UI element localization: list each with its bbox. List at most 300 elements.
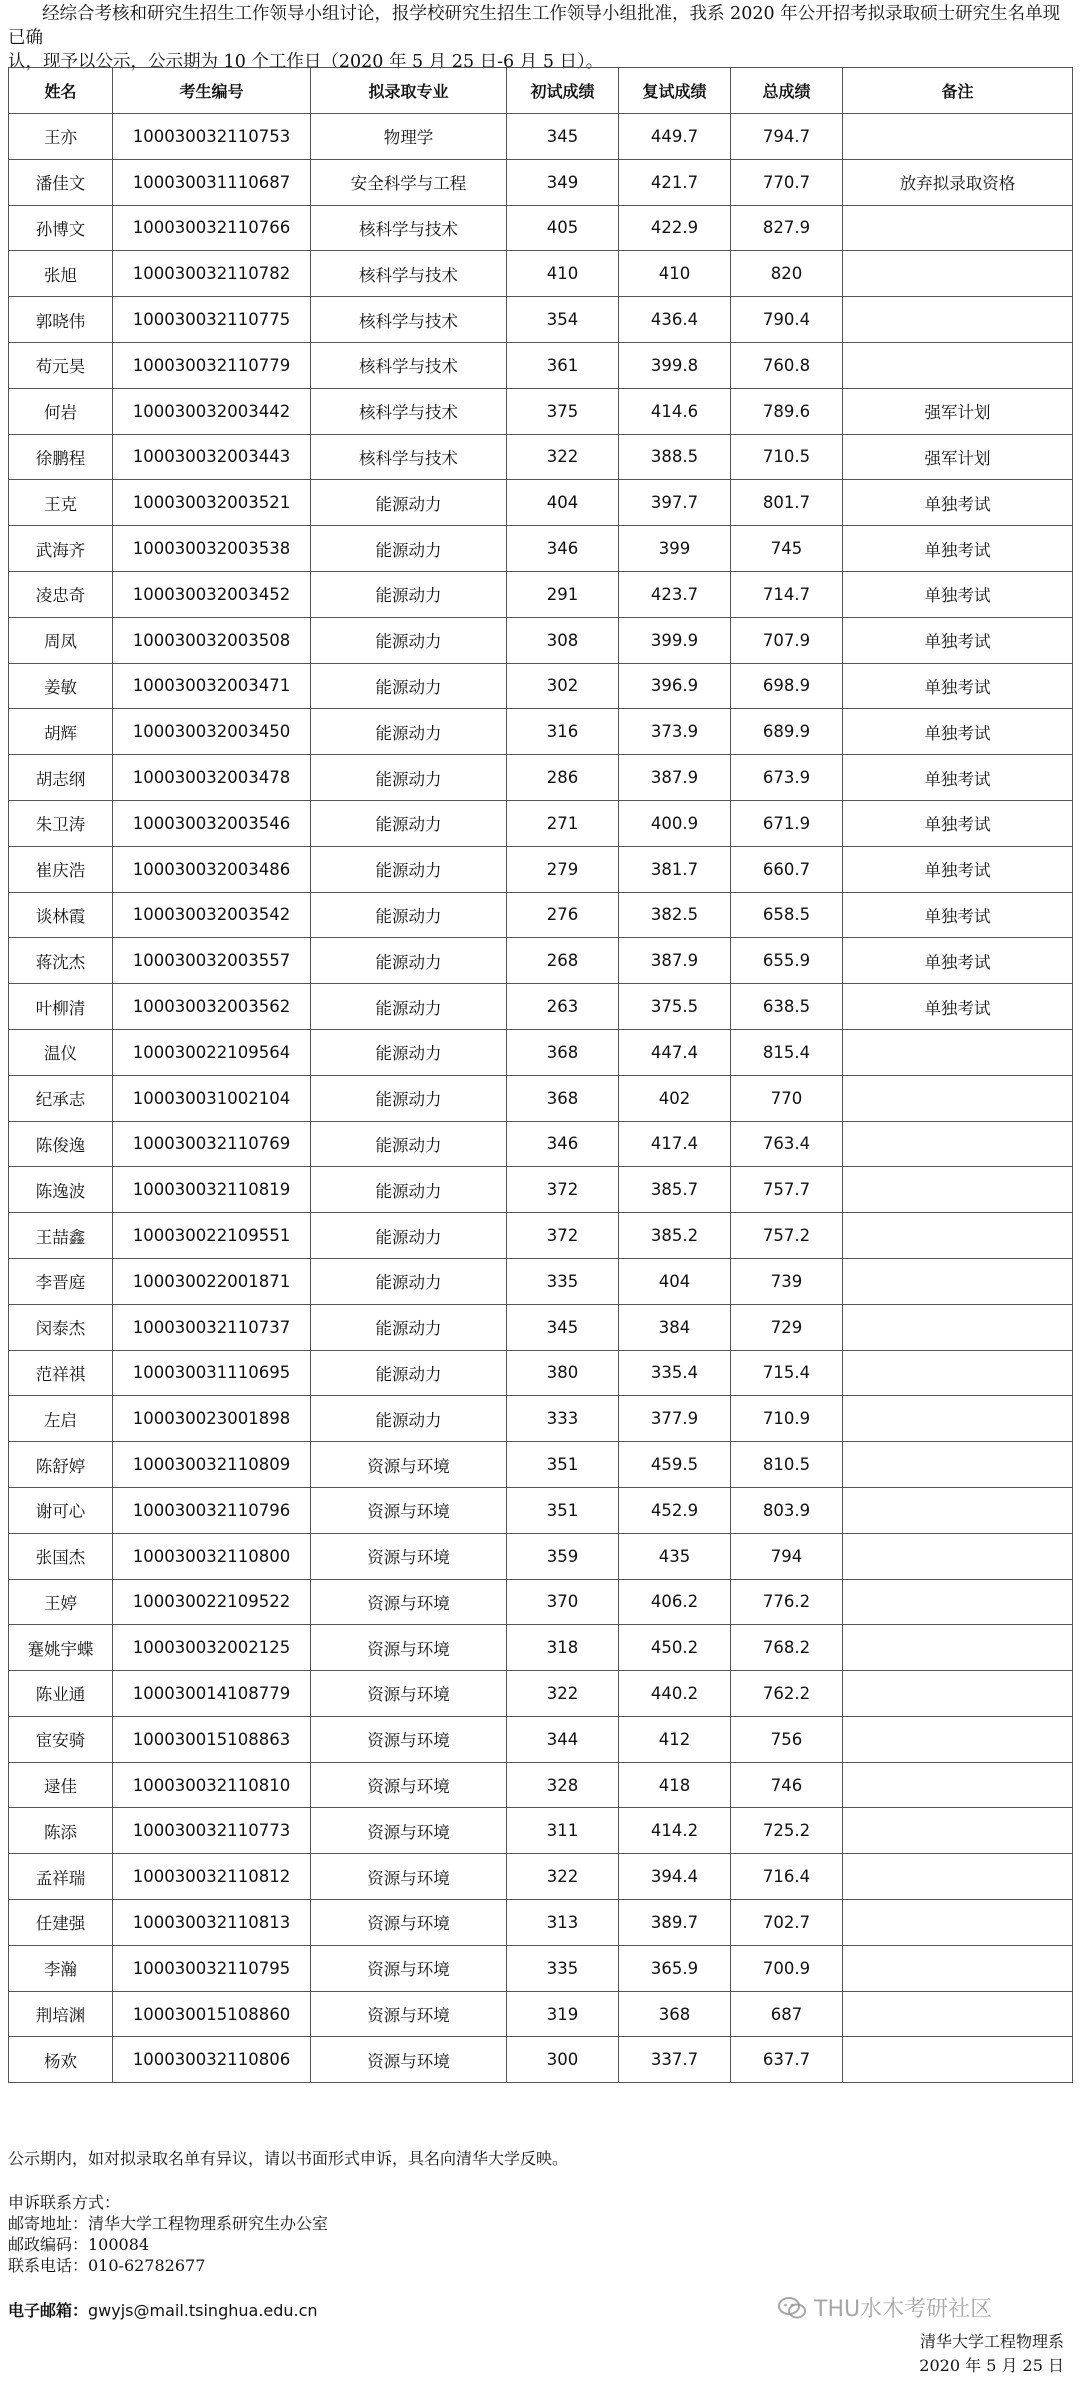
cell-candidate-id: 100030032110779 (113, 342, 311, 388)
cell-prelim-score: 322 (507, 434, 619, 480)
cell-candidate-id: 100030032110769 (113, 1121, 311, 1167)
cell-prelim-score: 349 (507, 159, 619, 205)
cell-prelim-score: 368 (507, 1029, 619, 1075)
watermark (778, 2292, 992, 2323)
cell-remarks: 单独考试 (843, 663, 1073, 709)
table-row (9, 1121, 1073, 1167)
table-row (9, 1579, 1073, 1625)
table-row (9, 1808, 1073, 1854)
cell-retest-score: 417.4 (619, 1121, 731, 1167)
cell-retest-score: 396.9 (619, 663, 731, 709)
cell-major: 能源动力 (311, 800, 507, 846)
cell-retest-score: 373.9 (619, 709, 731, 755)
cell-total-score: 715.4 (731, 1350, 843, 1396)
email-address[interactable]: gwyjs@mail.tsinghua.edu.cn (88, 2301, 318, 2320)
cell-retest-score: 414.2 (619, 1808, 731, 1854)
cell-name: 叶柳清 (9, 984, 113, 1030)
header-name: 姓名 (9, 68, 113, 114)
cell-retest-score: 399.8 (619, 342, 731, 388)
cell-prelim-score: 335 (507, 1258, 619, 1304)
cell-name: 周凤 (9, 617, 113, 663)
cell-name: 闵泰杰 (9, 1304, 113, 1350)
cell-candidate-id: 100030023001898 (113, 1396, 311, 1442)
cell-prelim-score: 380 (507, 1350, 619, 1396)
header-candidate-id: 考生编号 (113, 68, 311, 114)
table-body (9, 114, 1073, 2083)
cell-major: 能源动力 (311, 1121, 507, 1167)
cell-prelim-score: 335 (507, 1945, 619, 1991)
cell-name: 张国杰 (9, 1533, 113, 1579)
cell-name: 温仪 (9, 1029, 113, 1075)
signature-date: 2020 年 5 月 25 日 (919, 2356, 1064, 2375)
cell-total-score: 698.9 (731, 663, 843, 709)
cell-total-score: 687 (731, 1991, 843, 2037)
cell-name: 姜敏 (9, 663, 113, 709)
cell-candidate-id: 100030032003478 (113, 755, 311, 801)
cell-name: 左启 (9, 1396, 113, 1442)
table-row (9, 1900, 1073, 1946)
cell-major: 核科学与技术 (311, 205, 507, 251)
cell-major: 能源动力 (311, 892, 507, 938)
header-total-score: 总成绩 (731, 68, 843, 114)
cell-total-score: 768.2 (731, 1625, 843, 1671)
cell-name: 谈林霞 (9, 892, 113, 938)
cell-total-score: 707.9 (731, 617, 843, 663)
cell-major: 核科学与技术 (311, 388, 507, 434)
cell-remarks (843, 1854, 1073, 1900)
cell-remarks (843, 342, 1073, 388)
cell-major: 能源动力 (311, 1258, 507, 1304)
cell-major: 资源与环境 (311, 1487, 507, 1533)
cell-candidate-id: 100030032110782 (113, 251, 311, 297)
cell-total-score: 794.7 (731, 114, 843, 160)
cell-name: 王亦 (9, 114, 113, 160)
cell-name: 陈逸波 (9, 1167, 113, 1213)
cell-retest-score: 365.9 (619, 1945, 731, 1991)
cell-remarks (843, 1258, 1073, 1304)
cell-remarks (843, 1900, 1073, 1946)
cell-candidate-id: 100030032003542 (113, 892, 311, 938)
cell-prelim-score: 333 (507, 1396, 619, 1442)
cell-prelim-score: 372 (507, 1213, 619, 1259)
cell-major: 能源动力 (311, 526, 507, 572)
cell-candidate-id: 100030032003452 (113, 571, 311, 617)
cell-retest-score: 381.7 (619, 846, 731, 892)
cell-total-score: 710.5 (731, 434, 843, 480)
cell-major: 能源动力 (311, 617, 507, 663)
cell-remarks (843, 1945, 1073, 1991)
table-row (9, 342, 1073, 388)
cell-major: 资源与环境 (311, 1716, 507, 1762)
cell-prelim-score: 346 (507, 1121, 619, 1167)
cell-major: 资源与环境 (311, 1762, 507, 1808)
cell-retest-score: 382.5 (619, 892, 731, 938)
table-row (9, 434, 1073, 480)
header-remarks: 备注 (843, 68, 1073, 114)
cell-prelim-score: 279 (507, 846, 619, 892)
cell-retest-score: 410 (619, 251, 731, 297)
cell-name: 武海齐 (9, 526, 113, 572)
table-row (9, 1258, 1073, 1304)
cell-name: 逯佳 (9, 1762, 113, 1808)
cell-candidate-id: 100030022001871 (113, 1258, 311, 1304)
table-row (9, 205, 1073, 251)
contact-title: 申诉联系方式： (8, 2193, 121, 2212)
signature-org: 清华大学工程物理系 (919, 2332, 1064, 2351)
cell-total-score: 710.9 (731, 1396, 843, 1442)
cell-candidate-id: 100030032110806 (113, 2037, 311, 2083)
cell-total-score: 673.9 (731, 755, 843, 801)
cell-total-score: 716.4 (731, 1854, 843, 1900)
cell-major: 核科学与技术 (311, 297, 507, 343)
cell-major: 能源动力 (311, 1213, 507, 1259)
cell-candidate-id: 100030032110813 (113, 1900, 311, 1946)
cell-name: 纪承志 (9, 1075, 113, 1121)
cell-prelim-score: 372 (507, 1167, 619, 1213)
cell-retest-score: 399.9 (619, 617, 731, 663)
contact-block (8, 2192, 328, 2276)
cell-name: 李瀚 (9, 1945, 113, 1991)
cell-prelim-score: 354 (507, 297, 619, 343)
cell-prelim-score: 302 (507, 663, 619, 709)
cell-prelim-score: 291 (507, 571, 619, 617)
cell-retest-score: 414.6 (619, 388, 731, 434)
cell-major: 能源动力 (311, 846, 507, 892)
cell-prelim-score: 359 (507, 1533, 619, 1579)
cell-remarks (843, 1304, 1073, 1350)
cell-candidate-id: 100030032002125 (113, 1625, 311, 1671)
table-row (9, 709, 1073, 755)
cell-candidate-id: 100030032003538 (113, 526, 311, 572)
cell-major: 资源与环境 (311, 1671, 507, 1717)
cell-major: 能源动力 (311, 938, 507, 984)
table-row (9, 755, 1073, 801)
intro-line-1: 经综合考核和研究生招生工作领导小组讨论，报学校研究生招生工作领导小组批准，我系 2020 年公开招考拟录取硕士研究生名单现已确 (8, 4, 1061, 48)
table-row (9, 159, 1073, 205)
table-row (9, 663, 1073, 709)
cell-total-score: 700.9 (731, 1945, 843, 1991)
cell-name: 王克 (9, 480, 113, 526)
cell-remarks (843, 1396, 1073, 1442)
cell-candidate-id: 100030022109564 (113, 1029, 311, 1075)
cell-remarks: 放弃拟录取资格 (843, 159, 1073, 205)
cell-candidate-id: 100030032110737 (113, 1304, 311, 1350)
cell-prelim-score: 375 (507, 388, 619, 434)
cell-name: 王婷 (9, 1579, 113, 1625)
cell-candidate-id: 100030032110766 (113, 205, 311, 251)
cell-major: 能源动力 (311, 984, 507, 1030)
cell-retest-score: 436.4 (619, 297, 731, 343)
cell-retest-score: 387.9 (619, 755, 731, 801)
cell-total-score: 689.9 (731, 709, 843, 755)
cell-name: 蹇姚宇蝶 (9, 1625, 113, 1671)
cell-total-score: 714.7 (731, 571, 843, 617)
intro-text (8, 2, 1072, 74)
table-row (9, 1762, 1073, 1808)
cell-candidate-id: 100030015108863 (113, 1716, 311, 1762)
email-label: 电子邮箱： (8, 2301, 89, 2320)
cell-major: 物理学 (311, 114, 507, 160)
cell-major: 资源与环境 (311, 1900, 507, 1946)
cell-candidate-id: 100030032110810 (113, 1762, 311, 1808)
cell-prelim-score: 268 (507, 938, 619, 984)
intro-line-2: 认，现予以公示，公示期为 10 个工作日（2020 年 5 月 25 日-6 月 5 日）。 (8, 52, 604, 72)
table-row (9, 388, 1073, 434)
cell-candidate-id: 100030032110773 (113, 1808, 311, 1854)
table-row (9, 1304, 1073, 1350)
cell-prelim-score: 328 (507, 1762, 619, 1808)
cell-retest-score: 337.7 (619, 2037, 731, 2083)
cell-candidate-id: 100030032003443 (113, 434, 311, 480)
cell-candidate-id: 100030032003486 (113, 846, 311, 892)
cell-retest-score: 406.2 (619, 1579, 731, 1625)
cell-remarks (843, 1487, 1073, 1533)
cell-prelim-score: 313 (507, 1900, 619, 1946)
cell-total-score: 763.4 (731, 1121, 843, 1167)
cell-prelim-score: 318 (507, 1625, 619, 1671)
cell-major: 能源动力 (311, 1350, 507, 1396)
cell-major: 能源动力 (311, 1029, 507, 1075)
cell-remarks (843, 205, 1073, 251)
cell-total-score: 770 (731, 1075, 843, 1121)
cell-candidate-id: 100030032110812 (113, 1854, 311, 1900)
cell-candidate-id: 100030032003562 (113, 984, 311, 1030)
cell-total-score: 756 (731, 1716, 843, 1762)
table-header-row (9, 68, 1073, 114)
table-row (9, 526, 1073, 572)
cell-remarks: 单独考试 (843, 938, 1073, 984)
cell-total-score: 739 (731, 1258, 843, 1304)
cell-retest-score: 368 (619, 1991, 731, 2037)
cell-major: 核科学与技术 (311, 342, 507, 388)
cell-total-score: 790.4 (731, 297, 843, 343)
cell-remarks (843, 1533, 1073, 1579)
cell-remarks: 单独考试 (843, 846, 1073, 892)
cell-name: 何岩 (9, 388, 113, 434)
cell-name: 陈俊逸 (9, 1121, 113, 1167)
cell-total-score: 757.2 (731, 1213, 843, 1259)
cell-name: 郭晓伟 (9, 297, 113, 343)
cell-total-score: 760.8 (731, 342, 843, 388)
cell-retest-score: 450.2 (619, 1625, 731, 1671)
cell-prelim-score: 345 (507, 1304, 619, 1350)
cell-retest-score: 440.2 (619, 1671, 731, 1717)
cell-major: 能源动力 (311, 709, 507, 755)
cell-name: 朱卫涛 (9, 800, 113, 846)
cell-retest-score: 400.9 (619, 800, 731, 846)
table-row (9, 480, 1073, 526)
cell-total-score: 794 (731, 1533, 843, 1579)
cell-retest-score: 385.2 (619, 1213, 731, 1259)
table-row (9, 1396, 1073, 1442)
cell-remarks (843, 1579, 1073, 1625)
cell-prelim-score: 316 (507, 709, 619, 755)
cell-major: 能源动力 (311, 571, 507, 617)
header-major: 拟录取专业 (311, 68, 507, 114)
cell-retest-score: 447.4 (619, 1029, 731, 1075)
cell-major: 资源与环境 (311, 1533, 507, 1579)
cell-major: 资源与环境 (311, 2037, 507, 2083)
table-row (9, 617, 1073, 663)
cell-name: 凌忠奇 (9, 571, 113, 617)
cell-major: 资源与环境 (311, 1945, 507, 1991)
contact-postcode: 邮政编码：100084 (8, 2235, 150, 2254)
cell-major: 核科学与技术 (311, 434, 507, 480)
cell-remarks: 单独考试 (843, 617, 1073, 663)
cell-retest-score: 422.9 (619, 205, 731, 251)
cell-candidate-id: 100030015108860 (113, 1991, 311, 2037)
cell-remarks (843, 1625, 1073, 1671)
cell-retest-score: 377.9 (619, 1396, 731, 1442)
cell-retest-score: 402 (619, 1075, 731, 1121)
cell-candidate-id: 100030032003442 (113, 388, 311, 434)
cell-total-score: 746 (731, 1762, 843, 1808)
cell-prelim-score: 361 (507, 342, 619, 388)
cell-name: 崔庆浩 (9, 846, 113, 892)
cell-name: 蒋沈杰 (9, 938, 113, 984)
cell-candidate-id: 100030032110753 (113, 114, 311, 160)
cell-prelim-score: 271 (507, 800, 619, 846)
table-row (9, 1350, 1073, 1396)
cell-name: 苟元昊 (9, 342, 113, 388)
cell-prelim-score: 405 (507, 205, 619, 251)
cell-major: 能源动力 (311, 663, 507, 709)
table-row (9, 1442, 1073, 1488)
cell-prelim-score: 263 (507, 984, 619, 1030)
table-row (9, 1671, 1073, 1717)
cell-candidate-id: 100030032003471 (113, 663, 311, 709)
cell-retest-score: 404 (619, 1258, 731, 1304)
cell-candidate-id: 100030032110795 (113, 1945, 311, 1991)
cell-prelim-score: 370 (507, 1579, 619, 1625)
cell-retest-score: 375.5 (619, 984, 731, 1030)
table-row (9, 114, 1073, 160)
cell-name: 张旭 (9, 251, 113, 297)
cell-prelim-score: 311 (507, 1808, 619, 1854)
cell-retest-score: 389.7 (619, 1900, 731, 1946)
table-row (9, 800, 1073, 846)
cell-name: 孙博文 (9, 205, 113, 251)
cell-total-score: 725.2 (731, 1808, 843, 1854)
cell-total-score: 815.4 (731, 1029, 843, 1075)
cell-total-score: 770.7 (731, 159, 843, 205)
table-row (9, 571, 1073, 617)
cell-candidate-id: 100030032110796 (113, 1487, 311, 1533)
cell-remarks (843, 1075, 1073, 1121)
cell-name: 李晋庭 (9, 1258, 113, 1304)
table-row (9, 297, 1073, 343)
cell-prelim-score: 322 (507, 1671, 619, 1717)
cell-retest-score: 397.7 (619, 480, 731, 526)
cell-remarks (843, 2037, 1073, 2083)
cell-remarks: 单独考试 (843, 709, 1073, 755)
cell-total-score: 637.7 (731, 2037, 843, 2083)
cell-major: 核科学与技术 (311, 251, 507, 297)
cell-remarks (843, 1991, 1073, 2037)
cell-prelim-score: 322 (507, 1854, 619, 1900)
cell-candidate-id: 100030032110819 (113, 1167, 311, 1213)
cell-prelim-score: 344 (507, 1716, 619, 1762)
cell-total-score: 810.5 (731, 1442, 843, 1488)
table-row (9, 1625, 1073, 1671)
cell-prelim-score: 368 (507, 1075, 619, 1121)
header-prelim-score: 初试成绩 (507, 68, 619, 114)
cell-total-score: 745 (731, 526, 843, 572)
cell-retest-score: 421.7 (619, 159, 731, 205)
cell-name: 范祥祺 (9, 1350, 113, 1396)
table-row (9, 1854, 1073, 1900)
cell-candidate-id: 100030022109522 (113, 1579, 311, 1625)
cell-remarks (843, 1762, 1073, 1808)
cell-total-score: 801.7 (731, 480, 843, 526)
cell-retest-score: 384 (619, 1304, 731, 1350)
cell-retest-score: 452.9 (619, 1487, 731, 1533)
cell-name: 潘佳文 (9, 159, 113, 205)
cell-total-score: 820 (731, 251, 843, 297)
table-row (9, 1991, 1073, 2037)
cell-remarks: 单独考试 (843, 755, 1073, 801)
cell-retest-score: 423.7 (619, 571, 731, 617)
cell-remarks (843, 251, 1073, 297)
table-row (9, 1167, 1073, 1213)
cell-candidate-id: 100030032003521 (113, 480, 311, 526)
cell-major: 能源动力 (311, 480, 507, 526)
cell-remarks (843, 1029, 1073, 1075)
cell-name: 徐鹏程 (9, 434, 113, 480)
table-row (9, 846, 1073, 892)
contact-address: 邮寄地址：清华大学工程物理系研究生办公室 (8, 2214, 329, 2233)
cell-total-score: 638.5 (731, 984, 843, 1030)
cell-major: 能源动力 (311, 1167, 507, 1213)
cell-remarks: 强军计划 (843, 388, 1073, 434)
cell-name: 陈添 (9, 1808, 113, 1854)
table-row (9, 1075, 1073, 1121)
cell-name: 任建强 (9, 1900, 113, 1946)
cell-prelim-score: 351 (507, 1487, 619, 1533)
header-retest-score: 复试成绩 (619, 68, 731, 114)
cell-remarks (843, 1671, 1073, 1717)
cell-prelim-score: 276 (507, 892, 619, 938)
cell-retest-score: 385.7 (619, 1167, 731, 1213)
cell-remarks: 单独考试 (843, 984, 1073, 1030)
admission-table (8, 67, 1073, 2083)
cell-candidate-id: 100030032110800 (113, 1533, 311, 1579)
cell-major: 能源动力 (311, 1396, 507, 1442)
cell-prelim-score: 404 (507, 480, 619, 526)
cell-retest-score: 388.5 (619, 434, 731, 480)
cell-remarks (843, 297, 1073, 343)
table-row (9, 251, 1073, 297)
cell-total-score: 729 (731, 1304, 843, 1350)
cell-total-score: 803.9 (731, 1487, 843, 1533)
cell-prelim-score: 319 (507, 1991, 619, 2037)
cell-candidate-id: 100030032003557 (113, 938, 311, 984)
cell-retest-score: 449.7 (619, 114, 731, 160)
cell-major: 资源与环境 (311, 1808, 507, 1854)
table-row (9, 1945, 1073, 1991)
cell-total-score: 655.9 (731, 938, 843, 984)
cell-remarks (843, 1350, 1073, 1396)
cell-prelim-score: 351 (507, 1442, 619, 1488)
cell-candidate-id: 100030032003546 (113, 800, 311, 846)
cell-total-score: 776.2 (731, 1579, 843, 1625)
cell-prelim-score: 286 (507, 755, 619, 801)
table-row (9, 938, 1073, 984)
cell-candidate-id: 100030032003450 (113, 709, 311, 755)
table-row (9, 1716, 1073, 1762)
cell-retest-score: 335.4 (619, 1350, 731, 1396)
cell-name: 荆培渊 (9, 1991, 113, 2037)
